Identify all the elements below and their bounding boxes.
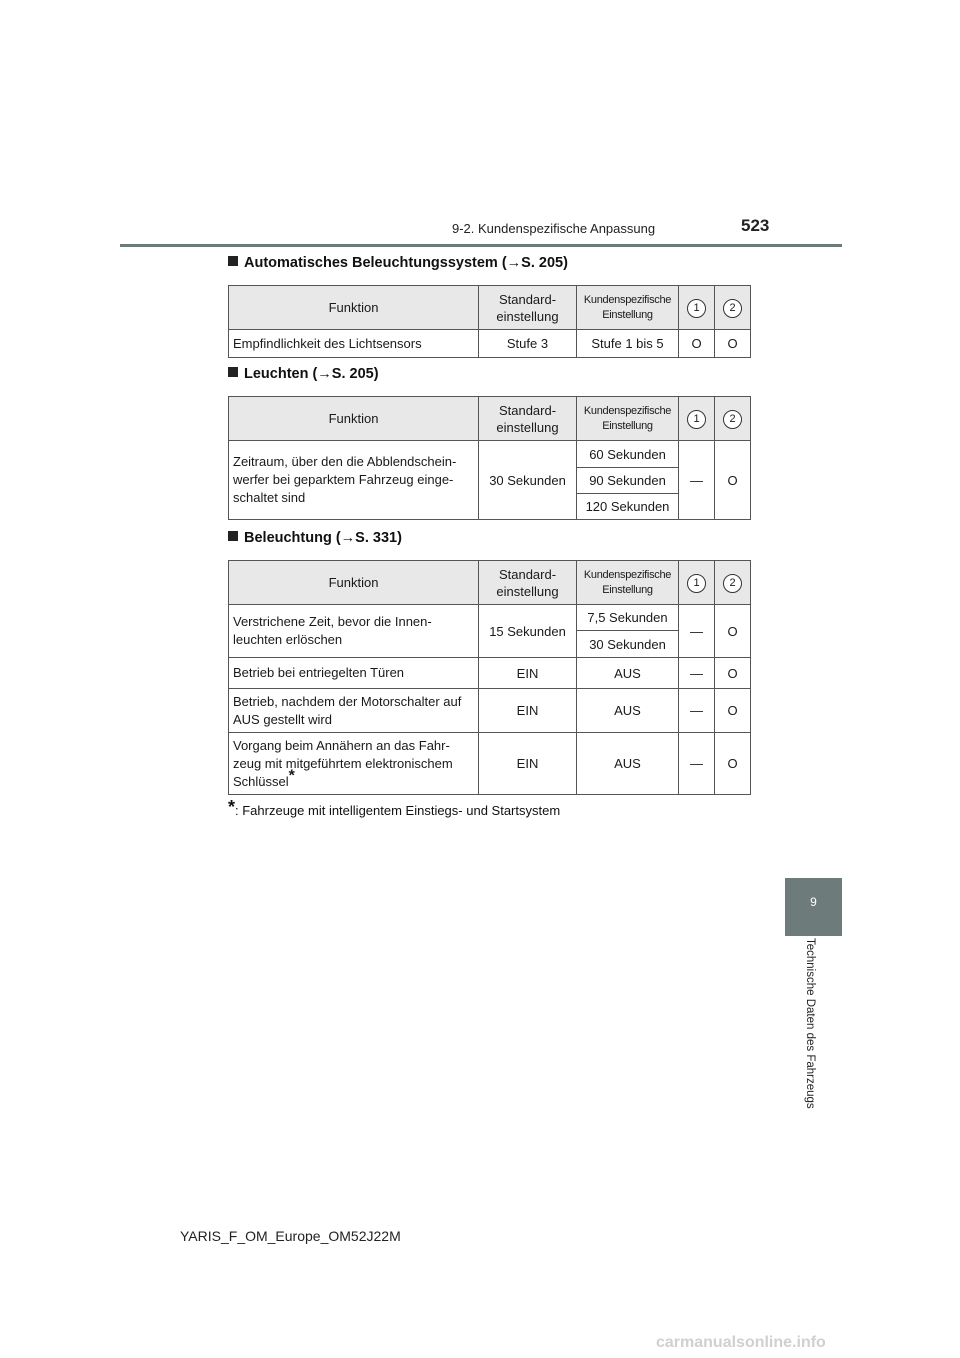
cell-funktion: Verstrichene Zeit, bevor die Innen- leuchten erlöschen	[229, 605, 479, 658]
cell-col2: O	[715, 441, 751, 520]
cell-custom: AUS	[577, 689, 679, 733]
footnote-mark: *	[228, 797, 236, 817]
header-funktion: Funktion	[229, 286, 479, 330]
table-row	[229, 689, 751, 733]
header-divider	[120, 244, 842, 247]
cell-funktion: Betrieb bei entriegelten Türen	[229, 658, 479, 689]
header-funktion: Funktion	[229, 397, 479, 441]
document-id: YARIS_F_OM_Europe_OM52J22M	[180, 1228, 401, 1244]
cell-custom: 90 Sekunden	[577, 468, 679, 494]
table-row	[229, 441, 751, 468]
footnote	[228, 797, 560, 818]
cell-funktion: Empfindlichkeit des Lichtsensors	[229, 330, 479, 358]
cell-custom: AUS	[577, 733, 679, 795]
cell-funktion: Zeitraum, über den die Abblendschein- werfer bei geparktem Fahrzeug einge- schaltet sind	[229, 441, 479, 520]
circle-1-icon: 1	[687, 574, 706, 593]
watermark: carmanualsonline.info	[656, 1334, 826, 1351]
cell-standard: Stufe 3	[479, 330, 577, 358]
cell-col1: —	[679, 441, 715, 520]
section-title-interior-lighting: Beleuchtung (→S. 331)	[228, 530, 402, 546]
table-lights	[228, 396, 751, 520]
chapter-label: Technische Daten des Fahrzeugs	[804, 938, 816, 1109]
table-header-row	[229, 286, 751, 330]
cell-col1: O	[679, 330, 715, 358]
chapter-tab: 9	[785, 878, 842, 936]
page-number: 523	[741, 216, 770, 235]
cell-col1: —	[679, 605, 715, 658]
cell-col1: —	[679, 689, 715, 733]
header-funktion: Funktion	[229, 561, 479, 605]
table-row	[229, 330, 751, 358]
cell-standard: 15 Sekunden	[479, 605, 577, 658]
table-row	[229, 605, 751, 631]
cell-col2: O	[715, 330, 751, 358]
header-custom: Kundenspezifische Einstellung	[577, 561, 679, 605]
cell-custom: 7,5 Sekunden	[577, 605, 679, 631]
header-standard: Standard- einstellung	[479, 397, 577, 441]
header-standard: Standard- einstellung	[479, 286, 577, 330]
header-custom: Kundenspezifische Einstellung	[577, 397, 679, 441]
table-row	[229, 658, 751, 689]
cell-custom: 60 Sekunden	[577, 441, 679, 468]
cell-col2: O	[715, 733, 751, 795]
table-row	[229, 733, 751, 795]
circle-2-icon: 2	[723, 299, 742, 318]
header-col2	[715, 397, 751, 441]
cell-col2: O	[715, 605, 751, 658]
circle-1-icon: 1	[687, 410, 706, 429]
cell-col1: —	[679, 658, 715, 689]
header-custom: Kundenspezifische Einstellung	[577, 286, 679, 330]
header-col1	[679, 397, 715, 441]
cell-standard: EIN	[479, 658, 577, 689]
circle-2-icon: 2	[723, 574, 742, 593]
header-col1	[679, 286, 715, 330]
table-auto-lighting	[228, 285, 751, 358]
header-section-title: 9-2. Kundenspezifische Anpassung	[452, 221, 656, 236]
cell-standard: EIN	[479, 733, 577, 795]
table-interior-lighting	[228, 560, 751, 795]
cell-custom: Stufe 1 bis 5	[577, 330, 679, 358]
circle-1-icon: 1	[687, 299, 706, 318]
header-col1	[679, 561, 715, 605]
cell-col2: O	[715, 689, 751, 733]
footnote-text: : Fahrzeuge mit intelligentem Einstiegs- und Startsystem	[235, 803, 561, 818]
cell-funktion: Vorgang beim Annähern an das Fahr- zeug mit mitgeführtem elektronischem Schlüssel*	[229, 733, 479, 795]
circle-2-icon: 2	[723, 410, 742, 429]
header-col2	[715, 286, 751, 330]
square-bullet-icon	[228, 256, 238, 266]
square-bullet-icon	[228, 367, 238, 377]
footnote-mark: *	[288, 767, 295, 785]
cell-funktion: Betrieb, nachdem der Motorschalter auf AUS gestellt wird	[229, 689, 479, 733]
table-header-row	[229, 397, 751, 441]
cell-custom: 30 Sekunden	[577, 631, 679, 658]
cell-col2: O	[715, 658, 751, 689]
section-title-lights: Leuchten (→S. 205)	[228, 366, 379, 382]
table-header-row	[229, 561, 751, 605]
cell-custom: 120 Sekunden	[577, 494, 679, 520]
header-col2	[715, 561, 751, 605]
square-bullet-icon	[228, 531, 238, 541]
section-title-auto-lighting: Automatisches Beleuchtungssystem (→S. 205)	[228, 255, 568, 271]
cell-custom: AUS	[577, 658, 679, 689]
cell-col1: —	[679, 733, 715, 795]
cell-standard: EIN	[479, 689, 577, 733]
header-standard: Standard- einstellung	[479, 561, 577, 605]
cell-standard: 30 Sekunden	[479, 441, 577, 520]
